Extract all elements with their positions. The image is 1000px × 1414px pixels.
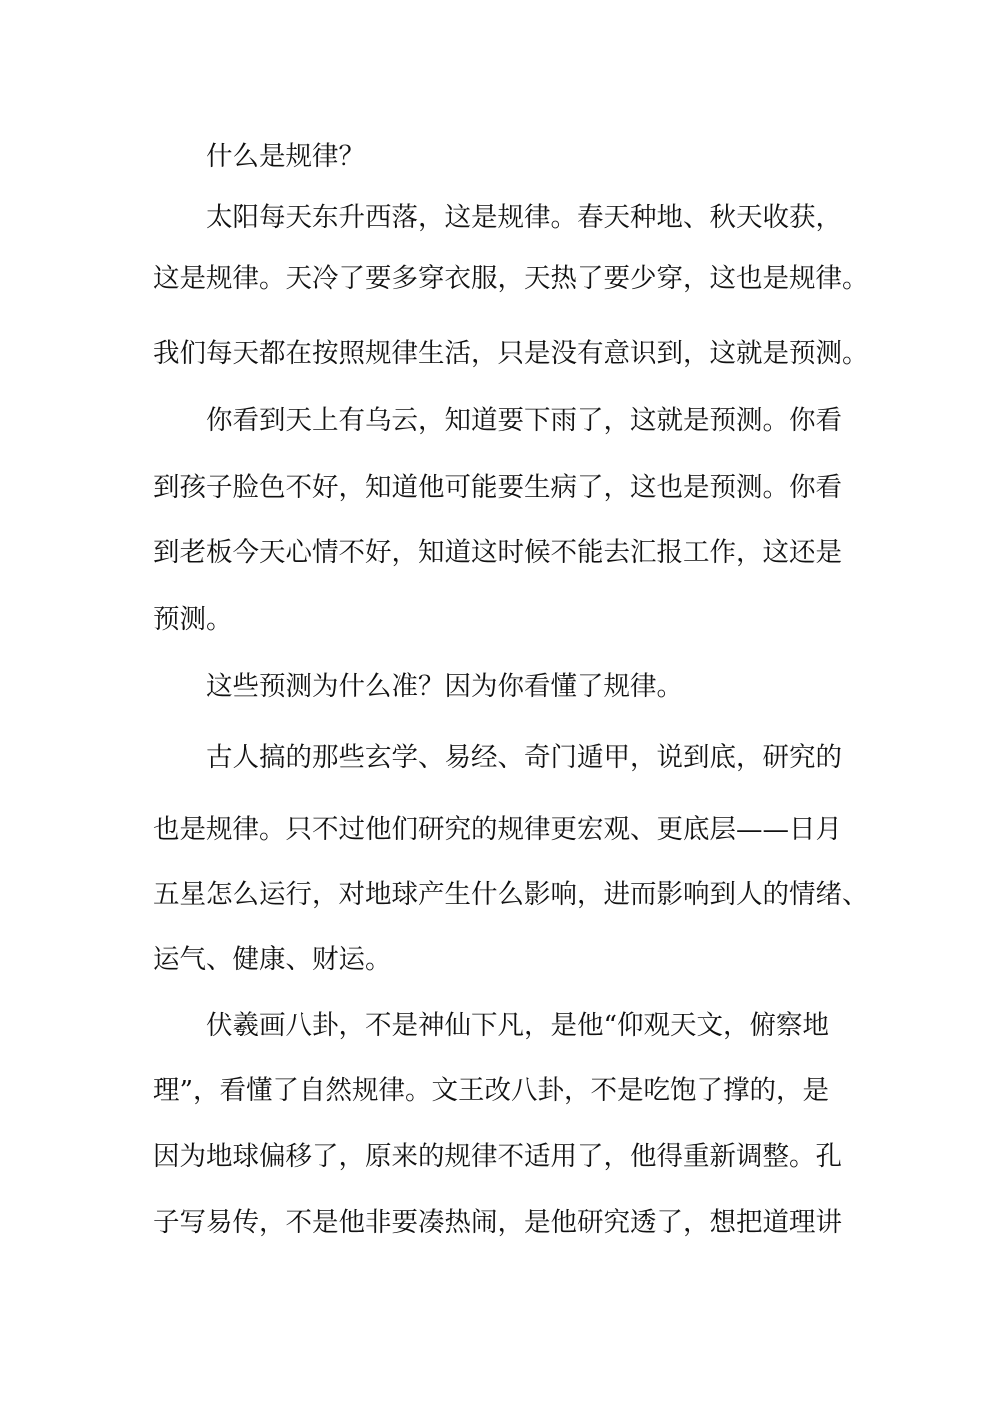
paragraph-2-line-2: 这是规律。天冷了要多穿衣服，天热了要少穿，这也是规律。 xyxy=(153,263,869,294)
paragraph-6-line-4: 子写易传，不是他非要凑热闹，是他研究透了，想把道理讲 xyxy=(153,1207,842,1238)
paragraph-6-line-2: 理”，看懂了自然规律。文王改八卦，不是吃饱了撑的，是 xyxy=(153,1075,830,1106)
paragraph-5-line-3: 五星怎么运行，对地球产生什么影响，进而影响到人的情绪、 xyxy=(153,879,869,910)
paragraph-5-line-1: 古人搞的那些玄学、易经、奇门遁甲，说到底，研究的 xyxy=(206,742,842,773)
paragraph-3-line-1: 你看到天上有乌云，知道要下雨了，这就是预测。你看 xyxy=(206,405,842,436)
paragraph-2-line-3: 我们每天都在按照规律生活，只是没有意识到，这就是预测。 xyxy=(153,338,869,369)
paragraph-5-line-2: 也是规律。只不过他们研究的规律更宏观、更底层——日月 xyxy=(153,814,842,845)
paragraph-3-line-3: 到老板今天心情不好，知道这时候不能去汇报工作，这还是 xyxy=(153,537,842,568)
paragraph-2-line-1: 太阳每天东升西落，这是规律。春天种地、秋天收获， xyxy=(206,202,842,233)
paragraph-4-line-1: 这些预测为什么准？因为你看懂了规律。 xyxy=(206,671,683,702)
paragraph-1-line-1: 什么是规律？ xyxy=(206,141,365,172)
paragraph-5-line-4: 运气、健康、财运。 xyxy=(153,944,392,975)
paragraph-3-line-2: 到孩子脸色不好，知道他可能要生病了，这也是预测。你看 xyxy=(153,472,842,503)
paragraph-6-line-1: 伏羲画八卦，不是神仙下凡，是他“仰观天文，俯察地 xyxy=(206,1010,830,1041)
paragraph-3-line-4: 预测。 xyxy=(153,604,233,635)
paragraph-6-line-3: 因为地球偏移了，原来的规律不适用了，他得重新调整。孔 xyxy=(153,1141,842,1172)
